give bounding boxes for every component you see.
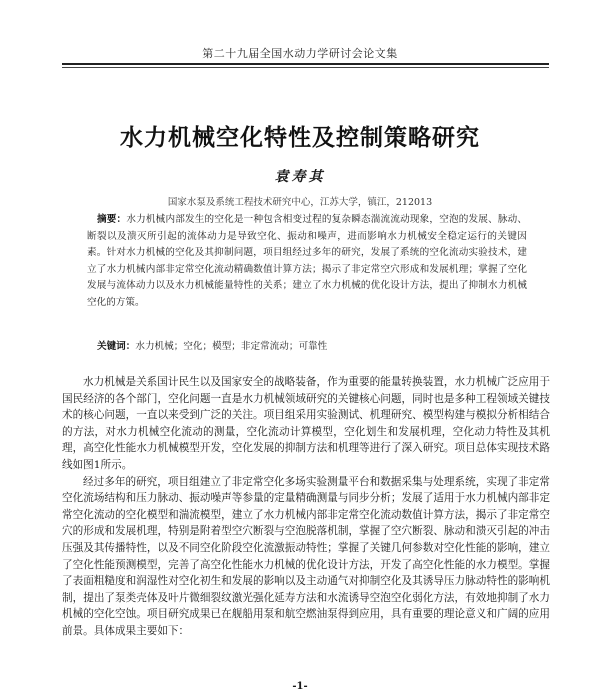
paper-author: 袁寿其	[274, 169, 326, 185]
header-divider-thin	[62, 67, 549, 68]
header-divider	[62, 63, 549, 65]
abstract	[87, 212, 527, 312]
author-affiliation: 国家水泵及系统工程技术研究中心，江苏大学，镇江，212013	[167, 197, 433, 208]
abstract-text: 水力机械内部发生的空化是一种包含相变过程的复杂瞬态湍流流动现象，空泡的发展、脉动、断裂以及溃灭所引起的流体动力是导致空化、振动和噪声，进而影响水力机械安全稳定运行的关键因素。针对水力机械的空化及其抑制问题，项目组经过多年的研究，发展了系统的空化流动实验技术，建立了水力机械内部非定常空化流动精确数值计算方法；揭示了非定常空穴形成和发展机理；掌握了空化发展与流体动力以及水力机械能量特性的关系；建立了水力机械的优化设计方法，提出了抑制水力机械空化的方策。	[87, 214, 528, 308]
abstract-label: 摘要：	[97, 214, 127, 225]
body-paragraph: 经过多年的研究，项目组建立了非定常空化多场实验测量平台和数据采集与处理系统，实现了非定常空化流场结构和压力脉动、振动噪声等参量的定量精确测量与同步分析；发展了适用于水力机械内部非定常空化流动的空化模型和湍流模型，建立了水力机械内部非定常空化流动数值计算方法，揭示了非定常空穴的形成和发展机理，特别是附着型空穴断裂与空泡脱落机制，掌握了空穴断裂、脉动和溃灭引起的冲击压强及其传播特性，以及不同空化阶段空化流激振动特性；掌握了关键几何参数对空化性能的影响，建立了空化性能预测模型，完善了高空化性能水力机械的优化设计方法，开发了高空化性能的水力模型。掌握了表面粗糙度和润湿性对空化初生和发展的影响以及主动通气对抑制空化及其诱导压力脉动特性的影响机制，提出了泵类壳体及叶片微细裂纹激光强化延寿方法和水流诱导空泡空化弱化方法，有效地抑制了水力机械的空化空蚀。项目研究成果已在舰船用泵和航空燃油泵得到应用，具有重要的理论意义和广阔的应用前景。具体成果主要如下：	[62, 475, 550, 637]
page-number: -1-	[292, 681, 308, 692]
body-text	[62, 374, 550, 640]
keywords-label: 关键词：	[97, 341, 136, 352]
keywords	[97, 339, 527, 355]
body-paragraph: 水力机械是关系国计民生以及国家安全的战略装备，作为重要的能量转换装置，水力机械广泛应用于国民经济的各个部门，空化问题一直是水力机械领域研究的关键核心问题，同时也是多种工程领域关键技术的核心问题，一直以来受到广泛的关注。项目组采用实验测试、机理研究、模型构建与模拟分析相结合的方法，对水力机械空化流动的测量，空化流动计算模型，空化划生和发展机理，空化动力特性及其机理，高空化性能水力机械模型开发，空化发展的抑制方法和机理等进行了深入研究。项目总体实现技术路线如图1所示。	[62, 376, 550, 471]
running-header: 第二十九届全国水动力学研讨会论文集	[202, 47, 398, 60]
keywords-text: 水力机械；空化；模型；非定常流动；可靠性	[135, 341, 328, 352]
paper-title: 水力机械空化特性及控制策略研究	[120, 125, 480, 151]
